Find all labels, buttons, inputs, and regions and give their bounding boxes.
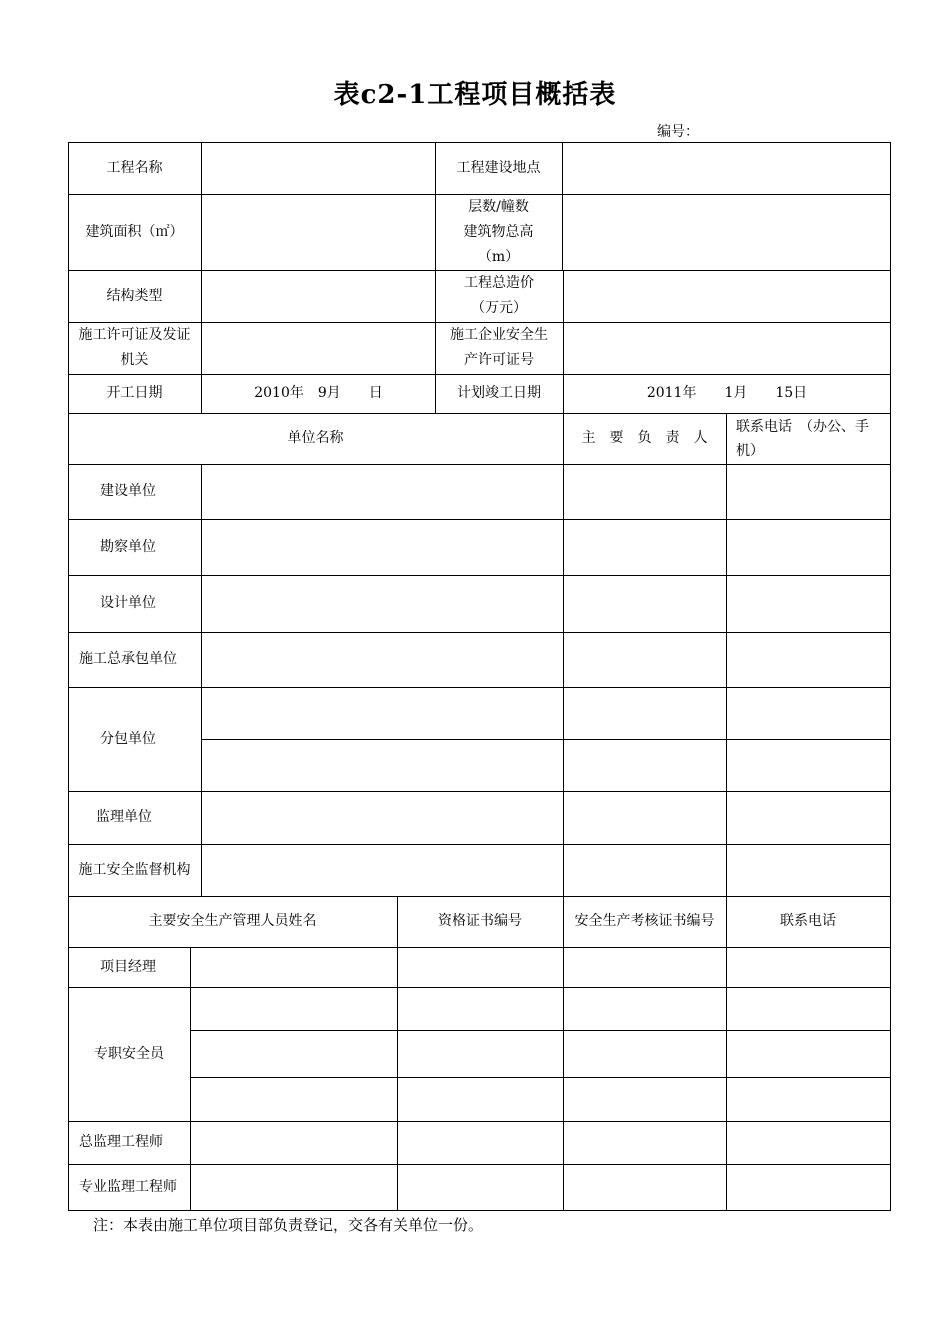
project-site-label: 工程建设地点 (456, 159, 541, 176)
start-date-value[interactable]: 2010年 9月 日 (254, 385, 383, 401)
staff-exam-header: 安全生产考核证书编号 (574, 913, 715, 929)
row-line (68, 947, 891, 948)
building-area-field[interactable] (202, 195, 435, 270)
row-line (68, 687, 891, 688)
col-line (201, 464, 202, 896)
table-border (890, 142, 891, 1211)
unit-row-label: 监理单位 (96, 809, 152, 825)
floors-height-label: 层数/幢数 建筑物总高 （m） (463, 198, 534, 265)
row-line (68, 1164, 891, 1165)
structure-type-label: 结构类型 (106, 287, 163, 304)
staff-name-header: 主要安全生产管理人员姓名 (148, 913, 317, 929)
col-line (563, 464, 564, 896)
floors-height-field[interactable] (563, 195, 890, 270)
unit-leader-header: 主 要 负 责 人 (581, 430, 708, 446)
staff-row-label: 专职安全员 (94, 1045, 164, 1062)
staff-row-label: 项目经理 (100, 958, 156, 975)
col-line (726, 947, 727, 1210)
row-line (201, 739, 891, 740)
unit-name-header: 单位名称 (287, 430, 344, 446)
unit-row-label: 设计单位 (100, 595, 156, 611)
page-title: 表c2-1工程项目概括表 (333, 80, 617, 110)
row-line (68, 791, 891, 792)
safety-permit-field[interactable] (564, 323, 890, 374)
safety-permit-label: 施工企业安全生 产许可证号 (450, 327, 548, 368)
total-cost-field[interactable] (564, 271, 890, 322)
col-line (726, 464, 727, 896)
unit-row-label: 建设单位 (100, 483, 156, 499)
unit-row-label: 施工总承包单位 (79, 651, 177, 667)
serial-number-label: 编号： (657, 124, 699, 140)
total-cost-label: 工程总造价 （万元） (464, 275, 534, 316)
finish-date-value[interactable]: 2011年 1月 15日 (646, 385, 808, 401)
row-line (68, 464, 891, 465)
unit-row-label: 施工安全监督机构 (78, 861, 191, 878)
row-line (68, 1121, 891, 1122)
project-name-field[interactable] (202, 143, 435, 194)
staff-row-label: 总监理工程师 (79, 1134, 163, 1150)
construction-permit-field[interactable] (202, 323, 435, 374)
staff-phone-header: 联系电话 (780, 913, 836, 929)
col-line (397, 947, 398, 1210)
staff-cert-header: 资格证书编号 (438, 913, 522, 929)
unit-row-label: 勘察单位 (100, 538, 156, 555)
unit-phone-header: 联系电话 （办公、手 机） (736, 418, 869, 459)
row-line (68, 632, 891, 633)
finish-date-label: 计划竣工日期 (457, 385, 541, 401)
start-date-label: 开工日期 (106, 385, 163, 401)
row-line (68, 987, 891, 988)
project-site-field[interactable] (563, 143, 890, 194)
construction-permit-label: 施工许可证及发证 机关 (78, 327, 191, 368)
staff-row-label: 专业监理工程师 (79, 1178, 177, 1195)
row-line (68, 519, 891, 520)
unit-row-label: 分包单位 (100, 730, 156, 747)
col-line (563, 947, 564, 1210)
structure-type-field[interactable] (202, 271, 435, 322)
table-border (68, 1210, 891, 1211)
project-name-label: 工程名称 (106, 159, 163, 176)
building-area-label: 建筑面积（㎡） (85, 223, 184, 240)
row-line (190, 1077, 891, 1078)
row-line (68, 575, 891, 576)
row-line (190, 1030, 891, 1031)
footnote: 注：本表由施工单位项目部负责登记，交各有关单位一份。 (93, 1216, 484, 1234)
col-line (190, 947, 191, 1210)
